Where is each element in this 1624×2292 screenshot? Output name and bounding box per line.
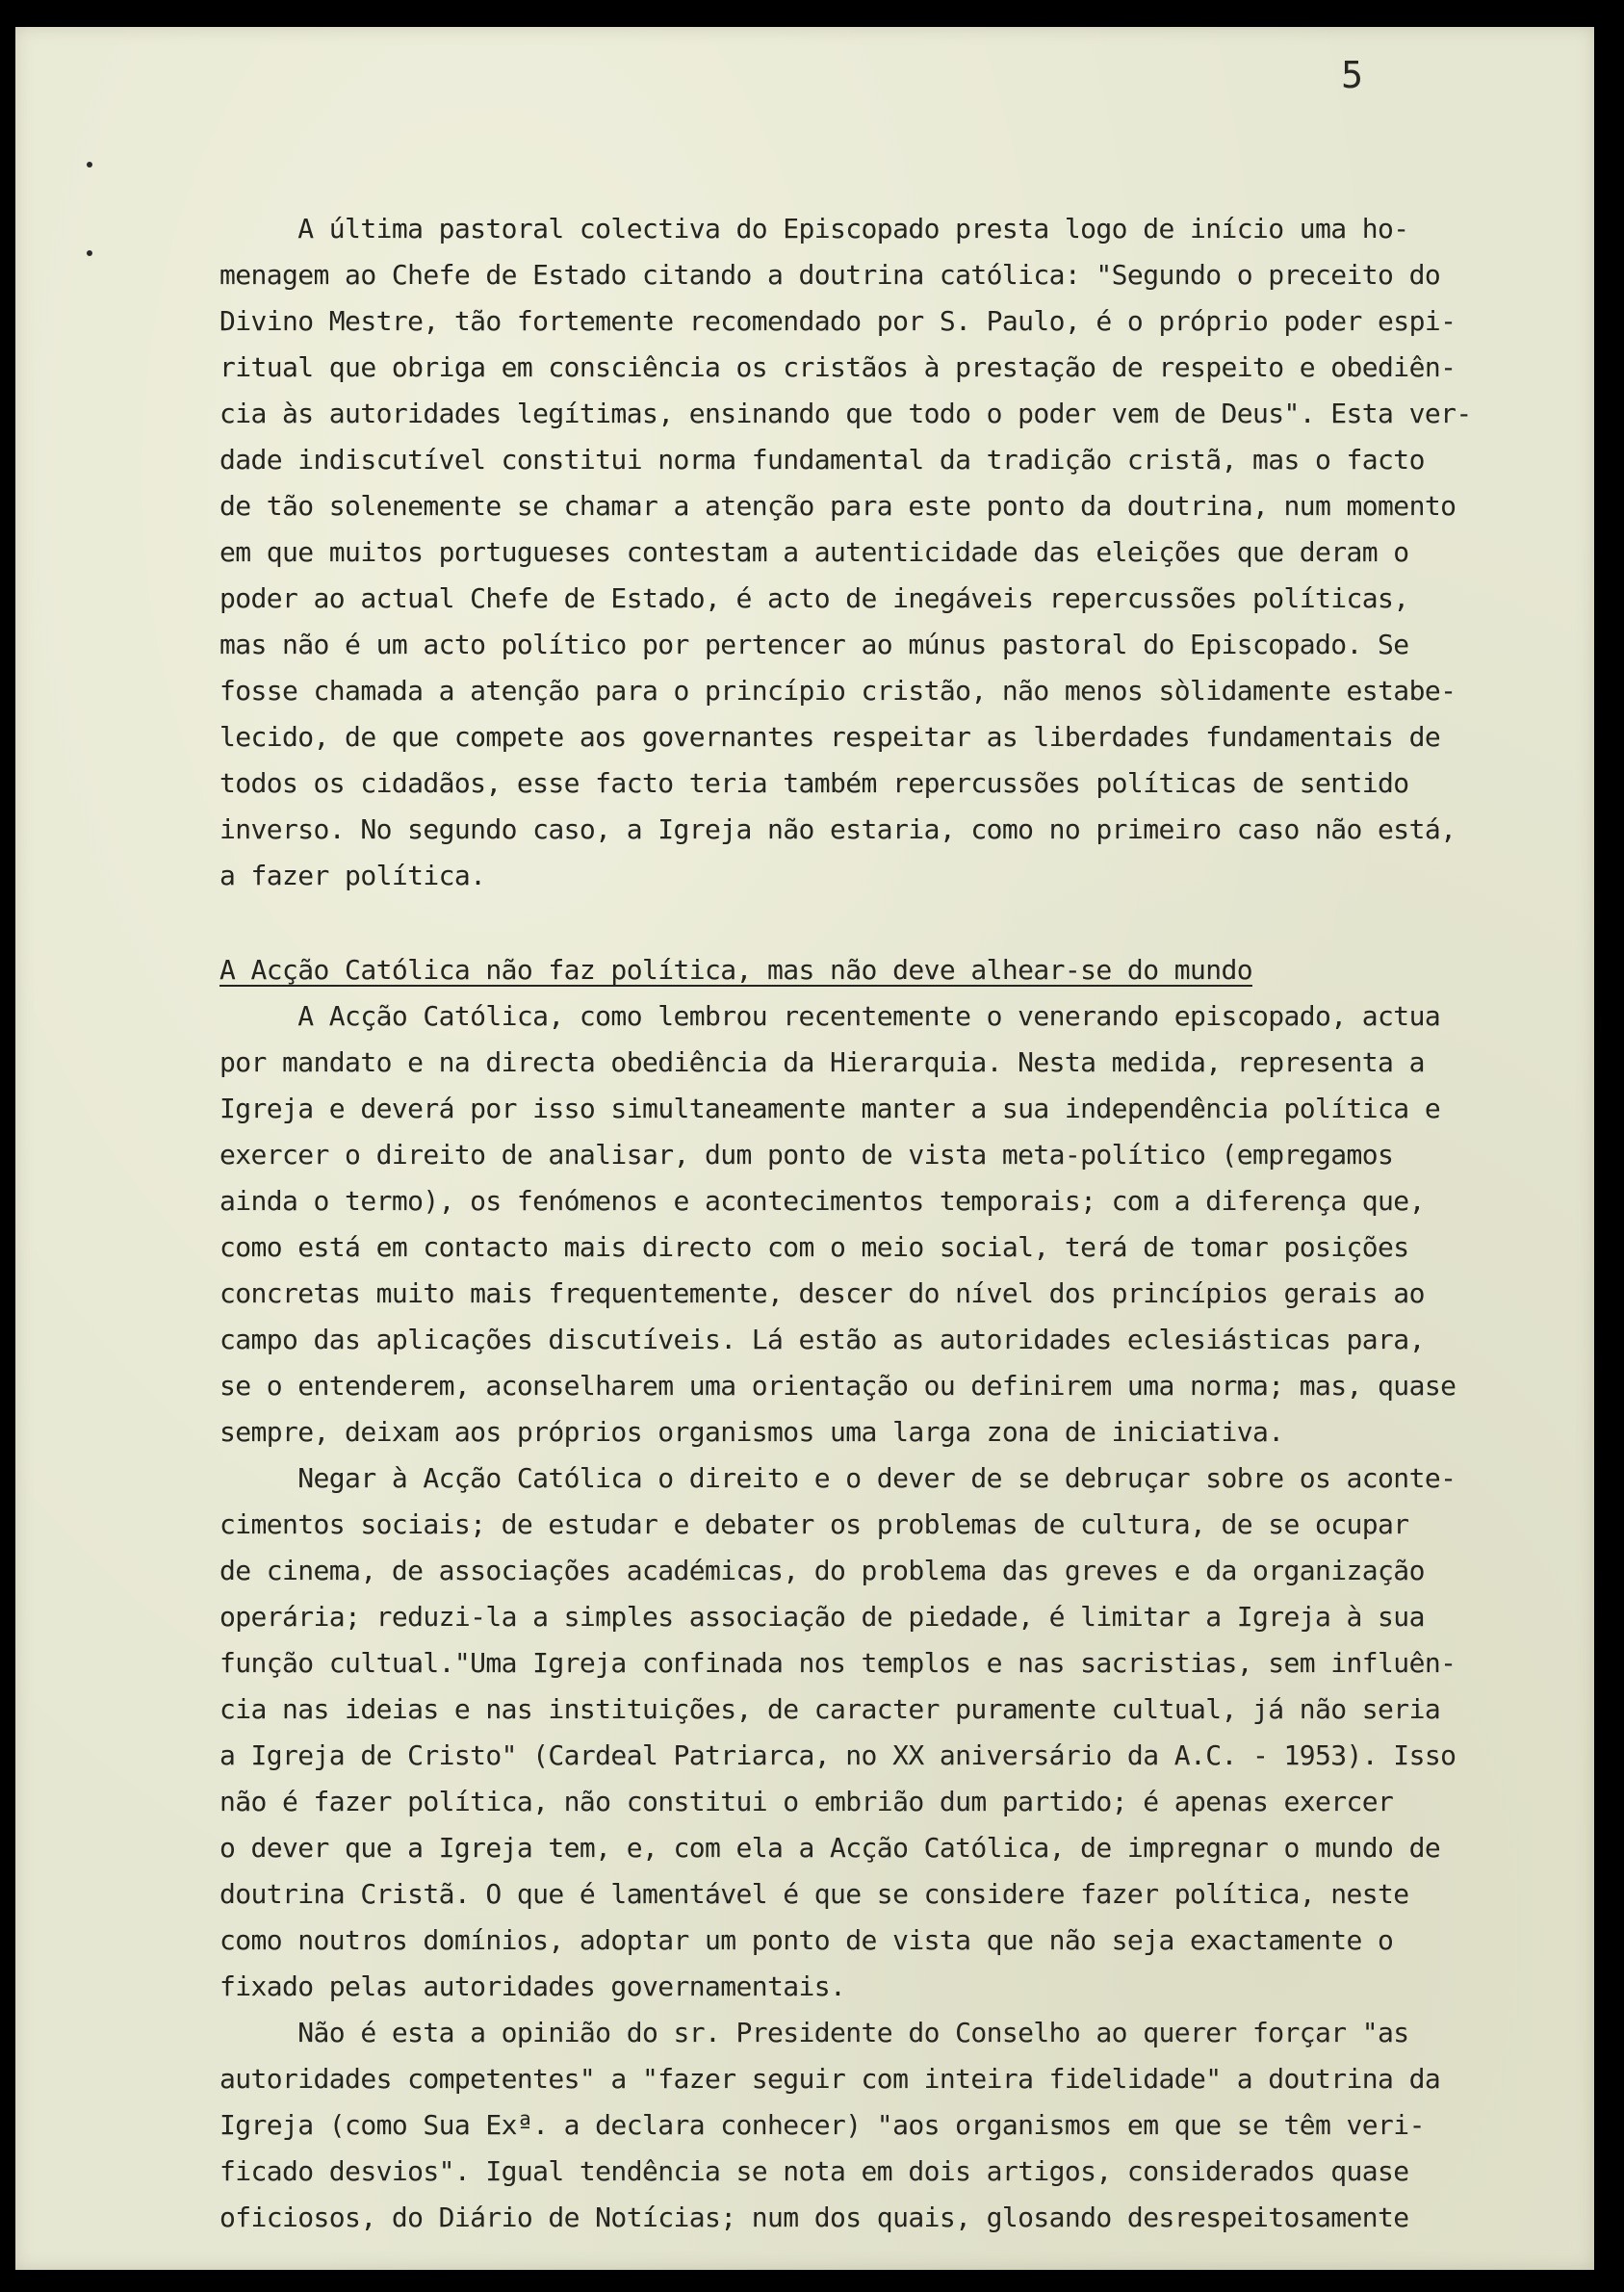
text-line: o dever que a Igreja tem, e, com ela a Acção Católica, de impregnar o mundo de — [219, 1832, 1441, 1864]
paragraph-2 — [219, 993, 1500, 1455]
text-line: autoridades competentes" a "fazer seguir com inteira fidelidade" a doutrina da — [219, 2063, 1441, 2095]
text-line: função cultual."Uma Igreja confinada nos templos e nas sacristias, sem influên- — [219, 1647, 1456, 1679]
text-line: como noutros domínios, adoptar um ponto de vista que não seja exactamente o — [219, 1924, 1394, 1956]
text-line: Não é esta a opinião do sr. Presidente do Conselho ao querer forçar "as — [219, 2017, 1409, 2048]
text-line: não é fazer política, não constitui o embrião dum partido; é apenas exercer — [219, 1786, 1394, 1817]
text-line: todos os cidadãos, esse facto teria também repercussões políticas de sentido — [219, 767, 1409, 799]
text-line: sempre, deixam aos próprios organismos uma larga zona de iniciativa. — [219, 1416, 1284, 1448]
text-line: cia nas ideias e nas instituições, de caracter puramente cultual, já não seria — [219, 1693, 1441, 1725]
text-line: se o entenderem, aconselharem uma orientação ou definirem uma norma; mas, quase — [219, 1370, 1456, 1402]
text-line: cimentos sociais; de estudar e debater os problemas de cultura, de se ocupar — [219, 1508, 1409, 1540]
section-heading: A Acção Católica não faz política, mas não deve alhear-se do mundo — [219, 954, 1252, 986]
text-line: mas não é um acto político por pertencer ao múnus pastoral do Episcopado. Se — [219, 629, 1409, 660]
text-line: campo das aplicações discutíveis. Lá estão as autoridades eclesiásticas para, — [219, 1324, 1425, 1355]
page-number: 5 — [1341, 54, 1363, 96]
text-line: de tão solenemente se chamar a atenção para este ponto da doutrina, num momento — [219, 490, 1456, 522]
text-line: de cinema, de associações académicas, do problema das greves e da organização — [219, 1555, 1425, 1586]
text-line: a fazer política. — [219, 860, 486, 891]
text-line: Divino Mestre, tão fortemente recomendado por S. Paulo, é o próprio poder espi- — [219, 305, 1456, 337]
text-line: A última pastoral colectiva do Episcopado presta logo de início uma ho- — [219, 213, 1409, 245]
section-gap — [219, 899, 1500, 947]
paragraph-3 — [219, 1455, 1500, 2010]
text-line: dade indiscutível constitui norma fundamental da tradição cristã, mas o facto — [219, 444, 1425, 476]
text-line: Igreja e deverá por isso simultaneamente manter a sua independência política e — [219, 1093, 1441, 1124]
text-line: como está em contacto mais directo com o meio social, terá de tomar posições — [219, 1231, 1409, 1263]
text-line: ritual que obriga em consciência os cristãos à prestação de respeito e obediên- — [219, 351, 1456, 383]
text-line: exercer o direito de analisar, dum ponto de vista meta-político (empregamos — [219, 1139, 1394, 1171]
text-line: Igreja (como Sua Exª. a declara conhecer) "aos organismos em que se têm veri- — [219, 2109, 1425, 2141]
text-line: Negar à Acção Católica o direito e o dever de se debruçar sobre os aconte- — [219, 1462, 1456, 1494]
text-line: poder ao actual Chefe de Estado, é acto de inegáveis repercussões políticas, — [219, 582, 1409, 614]
paragraph-4 — [219, 2010, 1500, 2241]
text-line: doutrina Cristã. O que é lamentável é que se considere fazer política, neste — [219, 1878, 1409, 1910]
text-line: concretas muito mais frequentemente, descer do nível dos princípios gerais ao — [219, 1277, 1425, 1309]
punch-mark — [87, 250, 92, 256]
text-line: por mandato e na directa obediência da Hierarquia. Nesta medida, representa a — [219, 1046, 1425, 1078]
text-line: A Acção Católica, como lembrou recentemente o venerando episcopado, actua — [219, 1000, 1441, 1032]
text-line: ficado desvios". Igual tendência se nota em dois artigos, considerados quase — [219, 2155, 1409, 2187]
text-line: lecido, de que compete aos governantes respeitar as liberdades fundamentais de — [219, 721, 1441, 753]
text-line: ainda o termo), os fenómenos e acontecimentos temporais; com a diferença que, — [219, 1185, 1425, 1217]
text-line: menagem ao Chefe de Estado citando a doutrina católica: "Segundo o preceito do — [219, 259, 1441, 291]
paragraph-1 — [219, 206, 1500, 899]
text-line: operária; reduzi-la a simples associação de piedade, é limitar a Igreja à sua — [219, 1601, 1425, 1633]
punch-mark — [87, 162, 92, 167]
text-line: em que muitos portugueses contestam a autenticidade das eleições que deram o — [219, 536, 1409, 568]
text-line: a Igreja de Cristo" (Cardeal Patriarca, no XX aniversário da A.C. - 1953). Isso — [219, 1739, 1456, 1771]
text-line: inverso. No segundo caso, a Igreja não estaria, como no primeiro caso não está, — [219, 813, 1456, 845]
text-line: cia às autoridades legítimas, ensinando que todo o poder vem de Deus". Esta ver- — [219, 398, 1472, 429]
text-line: fixado pelas autoridades governamentais. — [219, 1970, 846, 2002]
text-line: fosse chamada a atenção para o princípio cristão, não menos sòlidamente estabe- — [219, 675, 1456, 707]
document-body — [219, 206, 1500, 2241]
text-line: oficiosos, do Diário de Notícias; num dos quais, glosando desrespeitosamente — [219, 2202, 1409, 2233]
